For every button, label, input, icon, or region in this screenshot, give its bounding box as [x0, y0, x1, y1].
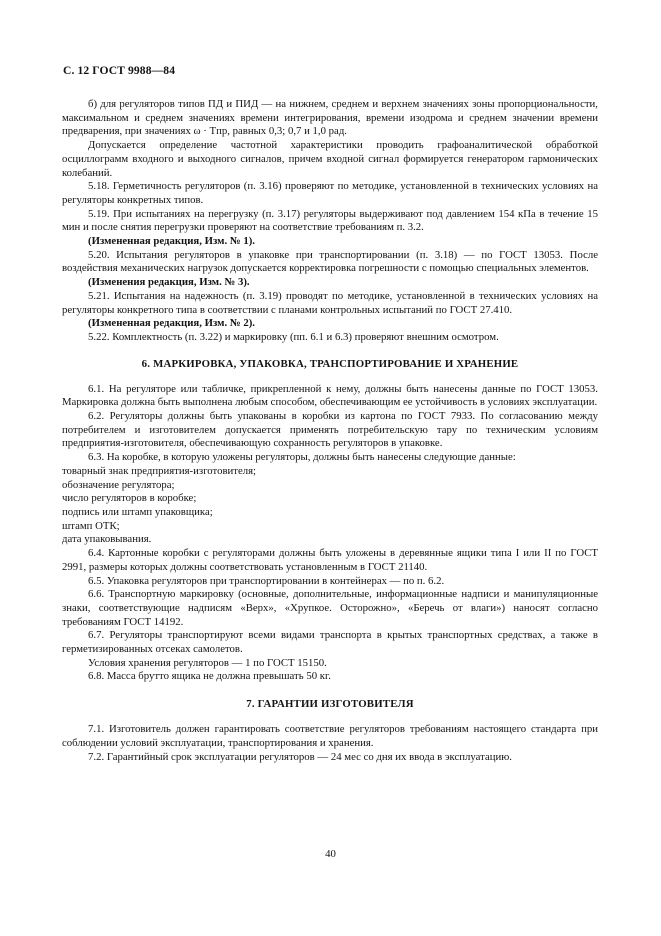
clause-7-2: 7.2. Гарантийный срок эксплуатации регуляторов — 24 мес со дня их ввода в эксплуатацию.: [88, 750, 512, 763]
list-item: штамп ОТК;: [62, 519, 120, 532]
clause-6-3: 6.3. На коробке, в которую уложены регуляторы, должны быть нанесены следующие данные:: [88, 451, 516, 464]
clause-6-1: 6.1. На регуляторе или табличке, прикрепленной к нему, должны быть нанесены данные по ГОСТ 13053. Маркировка должна быть выполнена любым способом, обеспечивающим ее устойчивость в условиях эксплуатации.: [62, 382, 598, 409]
clause-5-20: 5.20. Испытания регуляторов в упаковке при транспортировании (п. 3.18) — по ГОСТ 13053. После воздействия механических нагрузок допускается корректировка погрешности с помощью специальных элементов.: [62, 248, 598, 275]
running-head: С. 12 ГОСТ 9988—84: [63, 64, 176, 77]
list-item: товарный знак предприятия-изготовителя;: [62, 464, 257, 477]
section-7-heading: 7. ГАРАНТИИ ИЗГОТОВИТЕЛЯ: [246, 698, 414, 711]
paragraph-frequency: Допускается определение частотной характеристики проводить графоаналитической обработкой осциллограмм входного и выходного сигналов, причем входной сигнал формируется генератором гармонических колебаний.: [62, 139, 598, 179]
clause-5-21: 5.21. Испытания на надежность (п. 3.19) проводят по методике, установленной в технических условиях на регуляторы конкретного типа в соответствии с планами контрольных испытаний по ГОСТ 27.410.: [62, 289, 598, 316]
storage-conditions: Условия хранения регуляторов — 1 по ГОСТ 15150.: [88, 656, 327, 669]
paragraph-b: б) для регуляторов типов ПД и ПИД — на нижнем, среднем и верхнем значениях зоны пропорциональности, максимальном и среднем значениях времени интегрирования, времени изодрома и среднем значении времени предварения, при значениях ω · Tпр, равных 0,3; 0,7 и 1,0 рад.: [62, 98, 598, 138]
amendment-note-1: (Измененная редакция, Изм. № 1).: [88, 235, 255, 248]
clause-6-6: 6.6. Транспортную маркировку (основные, дополнительные, информационные надписи и манипуляционные знаки, соответствующие надписям «Верх», «Хрупкое. Осторожно», «Беречь от влаги») наносят согласно требованиям ГОСТ 14192.: [62, 588, 598, 628]
page-number: 40: [325, 848, 336, 860]
clause-6-8: 6.8. Масса брутто ящика не должна превышать 50 кг.: [88, 670, 331, 683]
amendment-note-3: (Изменения редакция, Изм. № 3).: [88, 276, 250, 289]
list-item: дата упаковывания.: [62, 533, 152, 546]
clause-5-22: 5.22. Комплектность (п. 3.22) и маркировку (пп. 6.1 и 6.3) проверяют внешним осмотром.: [88, 330, 499, 343]
clause-6-7: 6.7. Регуляторы транспортируют всеми видами транспорта в крытых транспортных средствах, а также в герметизированных отсеках самолетов.: [62, 629, 598, 656]
list-item: подпись или штамп упаковщика;: [62, 505, 213, 518]
document-body: [62, 98, 598, 764]
clause-5-18: 5.18. Герметичность регуляторов (п. 3.16) проверяют по методике, установленной в технических условиях на регуляторы конкретных типов.: [62, 180, 598, 206]
clause-5-19: 5.19. При испытаниях на перегрузку (п. 3.17) регуляторы выдерживают под давлением 154 кПа в течение 15 мин и после снятия перегрузки проверяют на соответствие требованиям п. 3.2.: [62, 207, 598, 234]
amendment-note-2: (Измененная редакция, Изм. № 2).: [88, 317, 255, 330]
list-item: обозначение регулятора;: [62, 478, 175, 491]
clause-6-4: 6.4. Картонные коробки с регуляторами должны быть уложены в деревянные ящики типа I или II по ГОСТ 2991, размеры которых должны соответствовать установленным в ГОСТ 21140.: [62, 547, 598, 573]
section-6-heading: 6. МАРКИРОВКА, УПАКОВКА, ТРАНСПОРТИРОВАНИЕ И ХРАНЕНИЕ: [141, 357, 519, 370]
list-item: число регуляторов в коробке;: [62, 492, 197, 505]
clause-6-2: 6.2. Регуляторы должны быть упакованы в коробки из картона по ГОСТ 7933. По согласованию между потребителем и изготовителем допускается применять потребительскую тару по техническим условиям предприятия-изготовителя, обеспечивающую сохранность регуляторов в упаковке.: [62, 410, 598, 450]
clause-6-5: 6.5. Упаковка регуляторов при транспортировании в контейнерах — по п. 6.2.: [88, 574, 445, 587]
clause-7-1: 7.1. Изготовитель должен гарантировать соответствие регуляторов требованиям настоящего стандарта при соблюдении условий эксплуатации, транспортирования и хранения.: [62, 723, 598, 749]
